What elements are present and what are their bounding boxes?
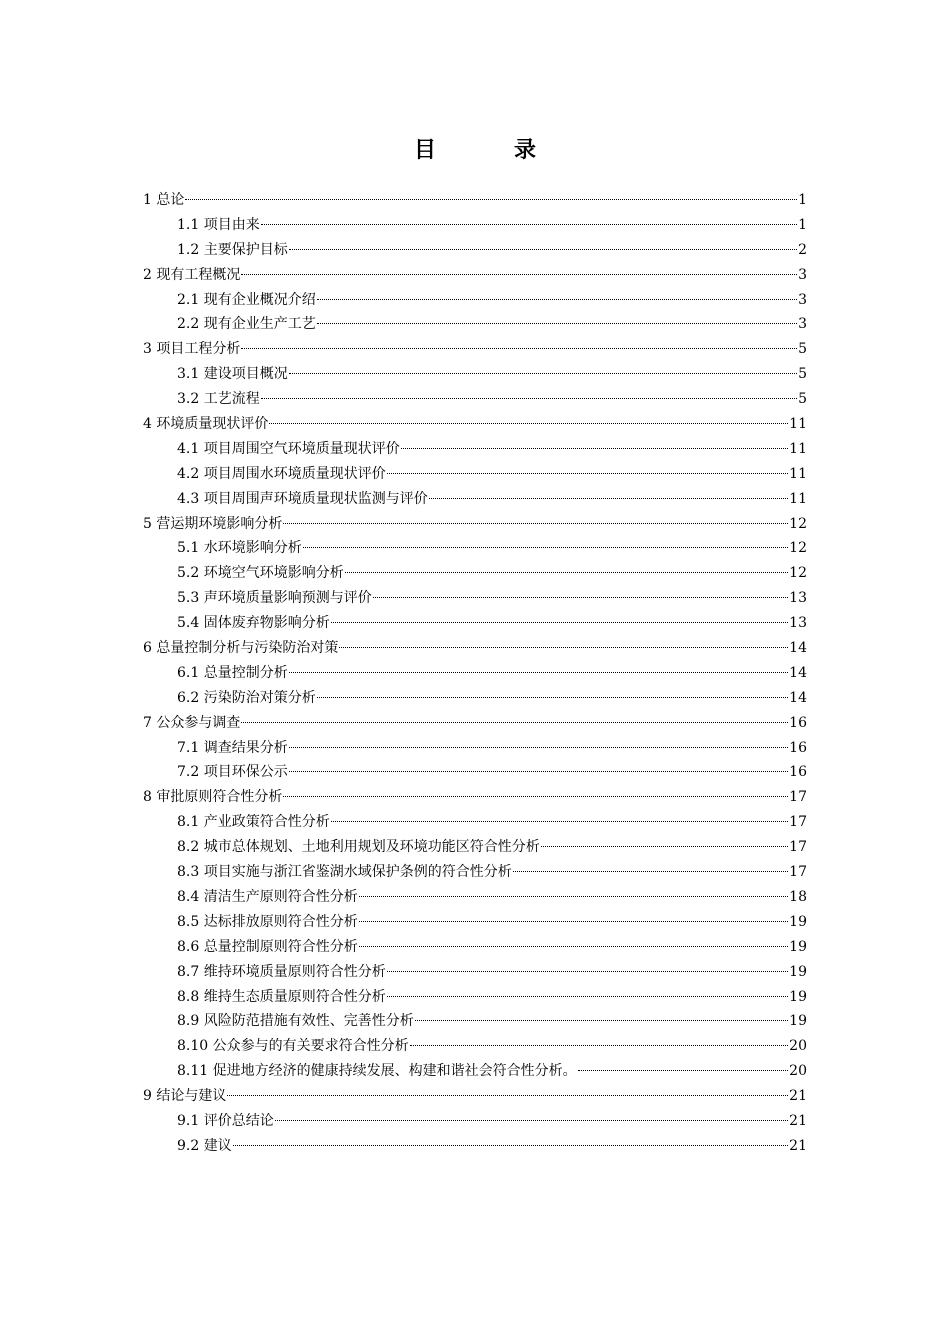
toc-entry-title: 8.4 清洁生产原则符合性分析 <box>177 888 358 905</box>
toc-entry-title: 8.1 产业政策符合性分析 <box>177 814 330 831</box>
toc-page-number: 12 <box>789 565 807 582</box>
toc-section-entry[interactable] <box>143 536 807 561</box>
toc-page-number: 14 <box>789 664 807 681</box>
dot-leader <box>269 423 788 424</box>
dot-leader <box>289 771 788 772</box>
toc-page-number: 21 <box>789 1137 807 1154</box>
toc-page-number: 3 <box>798 316 807 333</box>
toc-entry-title: 8.10 公众参与的有关要求符合性分析 <box>177 1038 409 1055</box>
toc-entry-title: 1 总论 <box>143 192 185 208</box>
toc-page-number: 17 <box>789 864 807 881</box>
dot-leader <box>303 547 788 548</box>
toc-entry-title: 1.2 主要保护目标 <box>177 241 288 258</box>
dot-leader <box>317 697 788 698</box>
dot-leader <box>578 1070 789 1071</box>
toc-section-entry[interactable] <box>143 810 807 835</box>
toc-entry-title: 2 现有工程概况 <box>143 266 241 283</box>
toc-chapter-entry[interactable] <box>143 512 807 537</box>
toc-section-entry[interactable] <box>143 1059 807 1084</box>
toc-entry-title: 8 审批原则符合性分析 <box>143 789 283 806</box>
toc-entry-title: 9.2 建议 <box>177 1137 232 1154</box>
toc-entry-title: 1.1 项目由来 <box>177 216 260 233</box>
toc-chapter-entry[interactable] <box>143 636 807 661</box>
toc-page-number: 13 <box>789 590 807 607</box>
toc-page-number: 3 <box>798 266 807 283</box>
dot-leader <box>275 1120 788 1121</box>
toc-section-entry[interactable] <box>143 238 807 263</box>
toc-page-number: 16 <box>789 714 807 731</box>
toc-entry-title: 8.11 促进地方经济的健康持续发展、构建和谐社会符合性分析。 <box>177 1063 577 1080</box>
toc-page-number: 5 <box>798 391 807 408</box>
toc-page-number: 11 <box>789 465 807 482</box>
toc-page-number: 11 <box>789 490 807 507</box>
toc-entry-title: 8.5 达标排放原则符合性分析 <box>177 913 358 930</box>
dot-leader <box>289 249 797 250</box>
toc-title: 目 录 <box>413 137 564 163</box>
toc-entry-title: 4 环境质量现状评价 <box>143 416 269 433</box>
toc-chapter-entry[interactable] <box>143 412 807 437</box>
dot-leader <box>261 398 797 399</box>
toc-page-number: 18 <box>789 888 807 905</box>
toc-entry-title: 6.2 污染防治对策分析 <box>177 689 316 706</box>
toc-page-number: 1 <box>798 216 807 233</box>
dot-leader <box>359 896 788 897</box>
toc-section-entry[interactable] <box>143 487 807 512</box>
toc-entry-title: 7.1 调查结果分析 <box>177 739 288 756</box>
dot-leader <box>429 498 788 499</box>
toc-entry-title: 7 公众参与调查 <box>143 714 241 731</box>
toc-section-entry[interactable] <box>143 885 807 910</box>
toc-page-number: 19 <box>789 963 807 980</box>
toc-section-entry[interactable] <box>143 462 807 487</box>
toc-entry-title: 4.1 项目周围空气环境质量现状评价 <box>177 440 400 457</box>
dot-leader <box>241 348 797 349</box>
dot-leader <box>283 796 788 797</box>
toc-page-number: 19 <box>789 1013 807 1030</box>
toc-section-entry[interactable] <box>143 661 807 686</box>
toc-section-entry[interactable] <box>143 213 807 238</box>
dot-leader <box>359 946 788 947</box>
dot-leader <box>317 323 797 324</box>
toc-entry-title: 4.2 项目周围水环境质量现状评价 <box>177 465 386 482</box>
toc-page-number: 11 <box>789 440 807 457</box>
dot-leader <box>241 274 797 275</box>
dot-leader <box>227 1095 788 1096</box>
toc-section-entry[interactable] <box>143 1034 807 1059</box>
toc-entry-title: 2.2 现有企业生产工艺 <box>177 316 316 333</box>
toc-section-entry[interactable] <box>143 1009 807 1034</box>
toc-page-number: 11 <box>789 416 807 433</box>
dot-leader <box>241 722 788 723</box>
toc-page-number: 3 <box>798 291 807 308</box>
toc-page-number: 1 <box>798 192 807 208</box>
dot-leader <box>261 224 797 225</box>
toc-section-entry[interactable] <box>143 362 807 387</box>
toc-page-number: 20 <box>789 1063 807 1080</box>
toc-page-number: 19 <box>789 988 807 1005</box>
toc-entry-title: 5.1 水环境影响分析 <box>177 540 302 557</box>
dot-leader <box>289 747 788 748</box>
dot-leader <box>289 672 788 673</box>
dot-leader <box>387 473 788 474</box>
dot-leader <box>233 1145 788 1146</box>
toc-entry-title: 8.9 风险防范措施有效性、完善性分析 <box>177 1013 414 1030</box>
toc-entry-title: 8.8 维持生态质量原则符合性分析 <box>177 988 386 1005</box>
toc-entry-title: 7.2 项目环保公示 <box>177 764 288 781</box>
toc-section-entry[interactable] <box>143 611 807 636</box>
toc-page-number: 20 <box>789 1038 807 1055</box>
dot-leader <box>339 647 788 648</box>
dot-leader <box>513 871 788 872</box>
toc-entry-title: 6 总量控制分析与污染防治对策 <box>143 640 339 657</box>
dot-leader <box>541 846 788 847</box>
toc-section-entry[interactable] <box>143 910 807 935</box>
toc-page-number: 2 <box>798 241 807 258</box>
toc-entry-title: 9.1 评价总结论 <box>177 1112 274 1129</box>
toc-section-entry[interactable] <box>143 1109 807 1134</box>
toc-section-entry[interactable] <box>143 586 807 611</box>
toc-page-number: 14 <box>789 689 807 706</box>
dot-leader <box>331 622 788 623</box>
toc-section-entry[interactable] <box>143 960 807 985</box>
toc-page-number: 21 <box>789 1112 807 1129</box>
dot-leader <box>415 1020 788 1021</box>
toc-page-number: 16 <box>789 739 807 756</box>
dot-leader <box>317 299 797 300</box>
dot-leader <box>359 921 788 922</box>
toc-section-entry[interactable] <box>143 835 807 860</box>
toc-entry-title: 8.2 城市总体规划、土地利用规划及环境功能区符合性分析 <box>177 839 540 856</box>
toc-page-number: 13 <box>789 615 807 632</box>
toc-entry-title: 6.1 总量控制分析 <box>177 664 288 681</box>
toc-section-entry[interactable] <box>143 736 807 761</box>
toc-entry-title: 5.3 声环境质量影响预测与评价 <box>177 590 372 607</box>
toc-page-number: 17 <box>789 839 807 856</box>
toc-section-entry[interactable] <box>143 760 807 785</box>
toc-entry-title: 4.3 项目周围声环境质量现状监测与评价 <box>177 490 428 507</box>
toc-entry-title: 3 项目工程分析 <box>143 341 241 358</box>
toc-entry-title: 5.2 环境空气环境影响分析 <box>177 565 344 582</box>
toc-page-number: 17 <box>789 814 807 831</box>
toc-page-number: 12 <box>789 540 807 557</box>
toc-entry-title: 8.7 维持环境质量原则符合性分析 <box>177 963 386 980</box>
toc-section-entry[interactable] <box>143 860 807 885</box>
toc-entry-title: 8.3 项目实施与浙江省鉴湖水域保护条例的符合性分析 <box>177 864 512 881</box>
dot-leader <box>345 572 788 573</box>
toc-entry-title: 2.1 现有企业概况介绍 <box>177 291 316 308</box>
toc-chapter-entry[interactable] <box>143 188 807 213</box>
toc-section-entry[interactable] <box>143 312 807 337</box>
toc-chapter-entry[interactable] <box>143 785 807 810</box>
dot-leader <box>387 971 788 972</box>
toc-page-number: 17 <box>789 789 807 806</box>
toc-section-entry[interactable] <box>143 686 807 711</box>
dot-leader <box>283 523 788 524</box>
toc-page-number: 16 <box>789 764 807 781</box>
dot-leader <box>373 597 788 598</box>
dot-leader <box>331 821 788 822</box>
toc-page-number: 19 <box>789 938 807 955</box>
toc-page-number: 14 <box>789 640 807 657</box>
toc-page-number: 5 <box>798 341 807 358</box>
toc-page-number: 5 <box>798 366 807 383</box>
toc-entry-title: 5 营运期环境影响分析 <box>143 515 283 532</box>
dot-leader <box>289 373 797 374</box>
toc-section-entry[interactable] <box>143 437 807 462</box>
toc-section-entry[interactable] <box>143 985 807 1010</box>
dot-leader <box>185 199 797 200</box>
toc-entry-title: 9 结论与建议 <box>143 1088 227 1105</box>
toc-section-entry[interactable] <box>143 1134 807 1159</box>
toc-entry-title: 5.4 固体废弃物影响分析 <box>177 615 330 632</box>
toc-entry-title: 8.6 总量控制原则符合性分析 <box>177 938 358 955</box>
dot-leader <box>387 996 788 997</box>
dot-leader <box>410 1045 789 1046</box>
toc-section-entry[interactable] <box>143 387 807 412</box>
toc-chapter-entry[interactable] <box>143 263 807 288</box>
dot-leader <box>401 448 788 449</box>
toc-page-number: 19 <box>789 913 807 930</box>
toc-section-entry[interactable] <box>143 288 807 313</box>
toc-chapter-entry[interactable] <box>143 337 807 362</box>
toc-chapter-entry[interactable] <box>143 1084 807 1109</box>
toc-list <box>143 188 807 1159</box>
toc-page-number: 12 <box>789 515 807 532</box>
toc-section-entry[interactable] <box>143 935 807 960</box>
toc-chapter-entry[interactable] <box>143 711 807 736</box>
toc-section-entry[interactable] <box>143 561 807 586</box>
toc-entry-title: 3.2 工艺流程 <box>177 391 260 408</box>
toc-page-number: 21 <box>789 1088 807 1105</box>
toc-entry-title: 3.1 建设项目概况 <box>177 366 288 383</box>
